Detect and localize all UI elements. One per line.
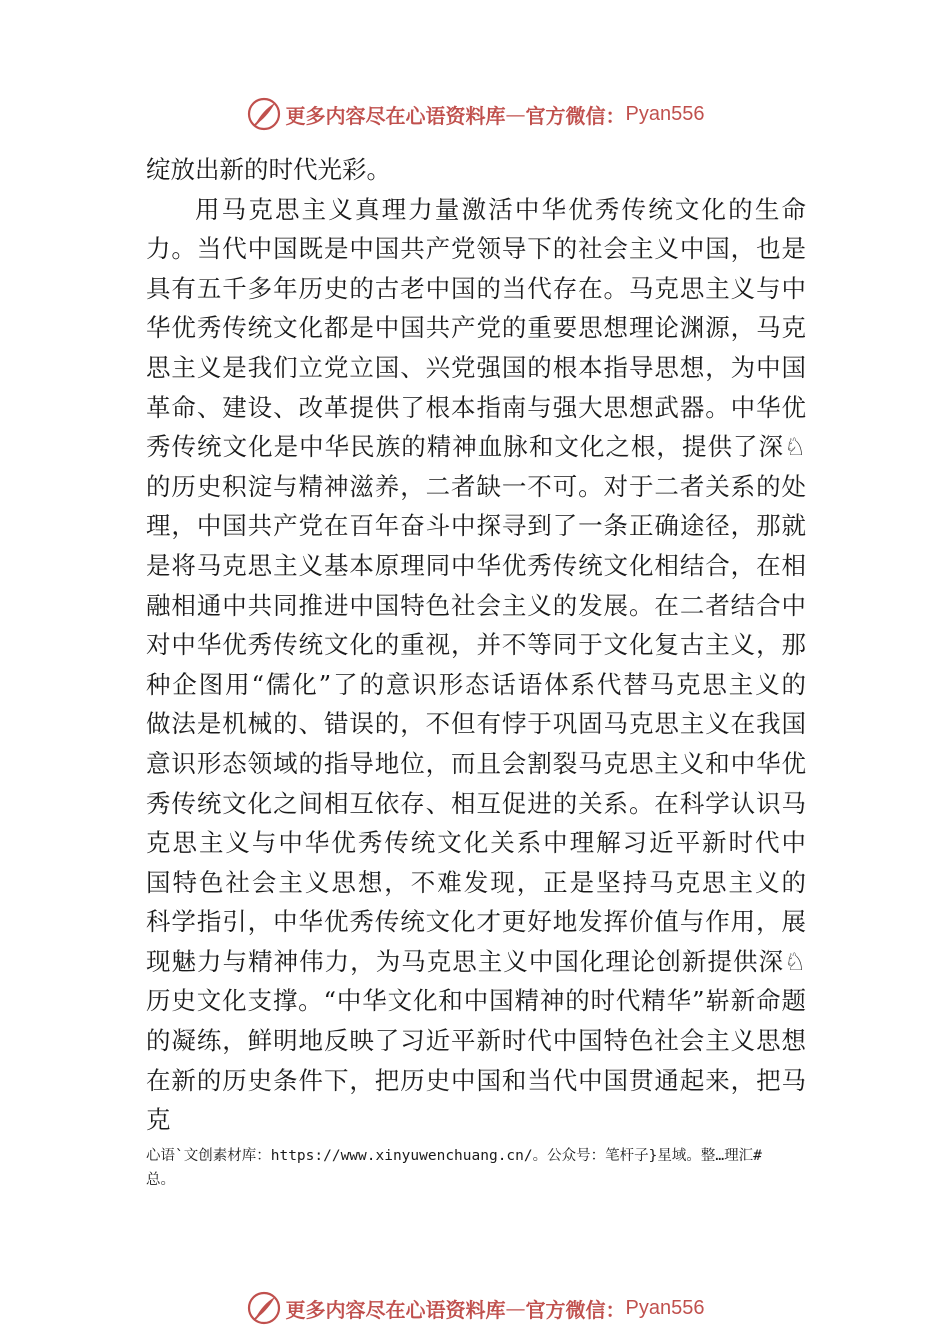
text-line: 科学指引，中华优秀传统文化才更好地发挥价值与作用，展 (146, 907, 806, 937)
text-line: 理，中国共产党在百年奋斗中探寻到了一条正确途径，那就 (146, 511, 806, 541)
text-line: 克思主义与中华优秀传统文化关系中理解习近平新时代中 (146, 828, 806, 858)
text-line: 的历史积淀与精神滋养，二者缺一不可。对于二者关系的处 (146, 471, 806, 501)
text-line: 克 (146, 1105, 171, 1135)
text-line: 融相通中共同推进中国特色社会主义的发展。在二者结合中 (146, 590, 806, 620)
text-line: 意识形态领域的指导地位，而且会割裂马克思主义和中华优 (146, 748, 806, 778)
source-note-line-1: 心语`文创素材库：https://www.xinyuwenchuang.cn/。公众号：笔杆子}星域。整…理汇# (146, 1148, 762, 1164)
text-line: 现魅力与精神伟力，为马克思主义中国化理论创新提供深♘ (146, 946, 806, 976)
text-line: 在新的历史条件下，把历史中国和当代中国贯通起来，把马 (146, 1065, 806, 1095)
document-body (146, 150, 806, 1140)
source-note (146, 1144, 846, 1192)
header-banner (0, 92, 950, 136)
text-line: 绽放出新的时代光彩。 (146, 155, 391, 184)
wechat-id: Pyan556 (625, 102, 705, 125)
text-line: 做法是机械的、错误的，不但有悖于巩固马克思主义在我国 (146, 709, 806, 739)
text-line: 国特色社会主义思想，不难发现，正是坚持马克思主义的 (146, 867, 806, 897)
text-line: 对中华优秀传统文化的重视，并不等同于文化复古主义，那 (146, 630, 806, 660)
wechat-label: 官方微信： (525, 103, 626, 128)
text-line: 种企图用“儒化”了的意识形态话语体系代替马克思主义的 (146, 669, 806, 699)
text-line: 是将马克思主义基本原理同中华优秀传统文化相结合，在相 (146, 550, 806, 580)
text-line: 力。当代中国既是中国共产党领导下的社会主义中国，也是 (146, 234, 806, 264)
text-line: 革命、建设、改革提供了根本指南与强大思想武器。中华优 (146, 392, 806, 422)
banner-separator: — (505, 102, 526, 126)
text-line: 秀传统文化之间相互依存、相互促进的关系。在科学认识马 (146, 788, 806, 818)
text-line: 的凝练，鲜明地反映了习近平新时代中国特色社会主义思想 (146, 1026, 806, 1056)
text-line: 华优秀传统文化都是中国共产党的重要思想理论渊源，马克 (146, 313, 806, 343)
brand-name: 更多内容尽在心语资料库 (285, 103, 506, 128)
wechat-label: 官方微信： (525, 1297, 626, 1322)
wechat-id: Pyan556 (625, 1296, 705, 1319)
text-line: 思主义是我们立党立国、兴党强国的根本指导思想，为中国 (146, 352, 806, 382)
footer-banner (0, 1286, 950, 1330)
source-note-line-2: 总。 (146, 1172, 175, 1188)
text-line: 用马克思主义真理力量激活中华优秀传统文化的生命 (195, 194, 806, 224)
text-line: 历史文化支撑。“中华文化和中国精神的时代精华”崭新命题 (146, 986, 806, 1016)
quill-pen-icon (246, 96, 282, 132)
banner-separator: — (505, 1296, 526, 1320)
brand-name: 更多内容尽在心语资料库 (285, 1297, 506, 1322)
quill-pen-icon (246, 1290, 282, 1326)
text-line: 具有五千多年历史的古老中国的当代存在。马克思主义与中 (146, 273, 806, 303)
text-line: 秀传统文化是中华民族的精神血脉和文化之根，提供了深♘ (146, 432, 806, 462)
